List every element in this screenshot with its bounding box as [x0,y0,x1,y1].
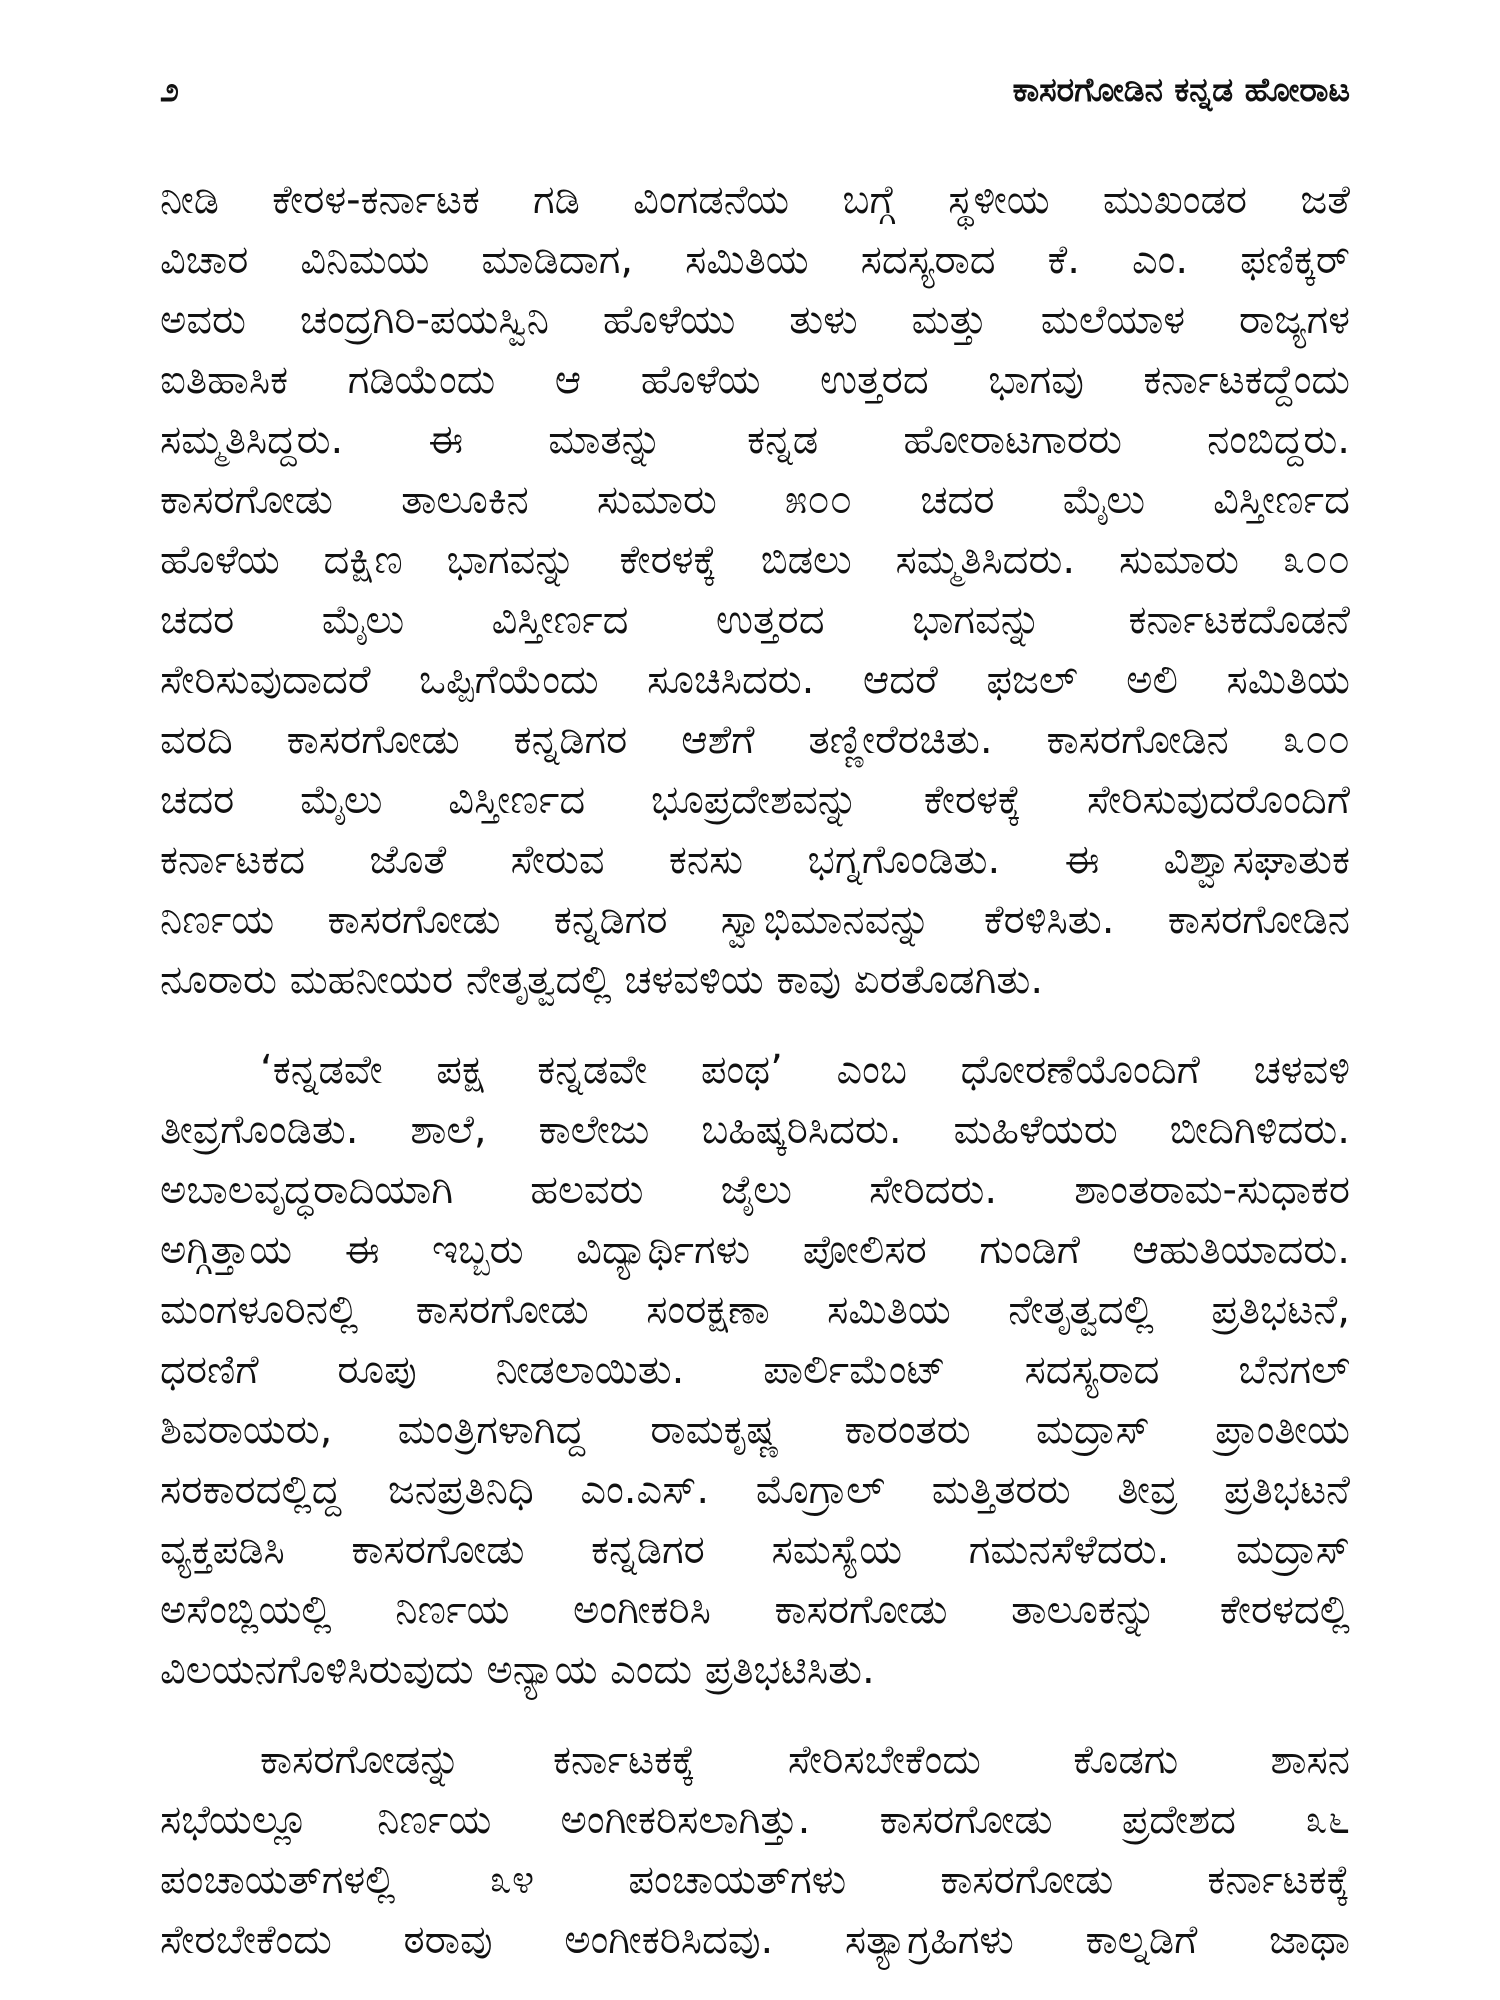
text-line: ವ್ಯಕ್ತಪಡಿಸಿ ಕಾಸರಗೋಡು ಕನ್ನಡಿಗರ ಸಮಸ್ಯೆಯ ಗಮನಸೆಳೆದರು. ಮದ್ರಾಸ್ [160,1527,1350,1573]
page-number: ೨ [160,70,180,110]
text-line: ವಿಚಾರ ವಿನಿಮಯ ಮಾಡಿದಾಗ, ಸಮಿತಿಯ ಸದಸ್ಯರಾದ ಕೆ. ಎಂ. ಫಣಿಕ್ಕರ್ [160,237,1350,283]
text-line: ಧರಣಿಗೆ ರೂಪು ನೀಡಲಾಯಿತು. ಪಾರ್ಲಿಮೆಂಟ್ ಸದಸ್ಯರಾದ ಬೆನಗಲ್ [160,1347,1350,1393]
text-line: ಪಂಚಾಯತ್‌ಗಳಲ್ಲಿ ೩೪ ಪಂಚಾಯತ್‌ಗಳು ಕಾಸರಗೋಡು ಕರ್ನಾಟಕಕ್ಕೆ [160,1857,1350,1903]
text-line: ತೀವ್ರಗೊಂಡಿತು. ಶಾಲೆ, ಕಾಲೇಜು ಬಹಿಷ್ಕರಿಸಿದರು. ಮಹಿಳೆಯರು ಬೀದಿಗಿಳಿದರು. [160,1107,1350,1153]
text-line: ‘ಕನ್ನಡವೇ ಪಕ್ಷ ಕನ್ನಡವೇ ಪಂಥ’ ಎಂಬ ಧೋರಣೆಯೊಂದಿಗೆ ಚಳವಳಿ [260,1047,1350,1093]
paragraph-3 [160,1730,1350,1970]
text-line: ಸರಕಾರದಲ್ಲಿದ್ದ ಜನಪ್ರತಿನಿಧಿ ಎಂ.ಎಸ್. ಮೊಗ್ರಾಲ್ ಮತ್ತಿತರರು ತೀವ್ರ ಪ್ರತಿಭಟನೆ [160,1467,1350,1513]
paragraph-1 [160,170,1350,1010]
text-line: ಕಾಸರಗೋಡನ್ನು ಕರ್ನಾಟಕಕ್ಕೆ ಸೇರಿಸಬೇಕೆಂದು ಕೊಡಗು ಶಾಸನ [260,1737,1350,1783]
text-line: ಸಮ್ಮತಿಸಿದ್ದರು. ಈ ಮಾತನ್ನು ಕನ್ನಡ ಹೋರಾಟಗಾರರು ನಂಬಿದ್ದರು. [160,417,1350,463]
text-line: ಅಗ್ಗಿತ್ತಾಯ ಈ ಇಬ್ಬರು ವಿದ್ಯಾರ್ಥಿಗಳು ಪೋಲಿಸರ ಗುಂಡಿಗೆ ಆಹುತಿಯಾದರು. [160,1227,1350,1273]
text-line: ಅವರು ಚಂದ್ರಗಿರಿ-ಪಯಸ್ವಿನಿ ಹೊಳೆಯು ತುಳು ಮತ್ತು ಮಲೆಯಾಳ ರಾಜ್ಯಗಳ [160,297,1350,343]
text-line: ಕಾಸರಗೋಡು ತಾಲೂಕಿನ ಸುಮಾರು ೫೦೦ ಚದರ ಮೈಲು ವಿಸ್ತೀರ್ಣದ [160,477,1350,523]
text-line: ಕರ್ನಾಟಕದ ಜೊತೆ ಸೇರುವ ಕನಸು ಭಗ್ನಗೊಂಡಿತು. ಈ ವಿಶ್ವಾಸಘಾತುಕ [160,837,1350,883]
text-line: ಶಿವರಾಯರು, ಮಂತ್ರಿಗಳಾಗಿದ್ದ ರಾಮಕೃಷ್ಣ ಕಾರಂತರು ಮದ್ರಾಸ್ ಪ್ರಾಂತೀಯ [160,1407,1350,1453]
text-line: ನಿರ್ಣಯ ಕಾಸರಗೋಡು ಕನ್ನಡಿಗರ ಸ್ವಾಭಿಮಾನವನ್ನು ಕೆರಳಿಸಿತು. ಕಾಸರಗೋಡಿನ [160,897,1350,943]
text-line: ಮಂಗಳೂರಿನಲ್ಲಿ ಕಾಸರಗೋಡು ಸಂರಕ್ಷಣಾ ಸಮಿತಿಯ ನೇತೃತ್ವದಲ್ಲಿ ಪ್ರತಿಭಟನೆ, [160,1287,1350,1333]
text-line: ಸೇರಬೇಕೆಂದು ಠರಾವು ಅಂಗೀಕರಿಸಿದವು. ಸತ್ಯಾಗ್ರಹಿಗಳು ಕಾಲ್ನಡಿಗೆ ಜಾಥಾ [160,1917,1350,1963]
body-text [160,170,1350,2000]
text-line: ಐತಿಹಾಸಿಕ ಗಡಿಯೆಂದು ಆ ಹೊಳೆಯ ಉತ್ತರದ ಭಾಗವು ಕರ್ನಾಟಕದ್ದೆಂದು [160,357,1350,403]
text-line: ಸೇರಿಸುವುದಾದರೆ ಒಪ್ಪಿಗೆಯೆಂದು ಸೂಚಿಸಿದರು. ಆದರೆ ಫಜಲ್ ಅಲಿ ಸಮಿತಿಯ [160,657,1350,703]
text-line: ಅಸೆಂಬ್ಲಿಯಲ್ಲಿ ನಿರ್ಣಯ ಅಂಗೀಕರಿಸಿ ಕಾಸರಗೋಡು ತಾಲೂಕನ್ನು ಕೇರಳದಲ್ಲಿ [160,1587,1350,1633]
text-line: ಅಬಾಲವೃದ್ಧರಾದಿಯಾಗಿ ಹಲವರು ಜೈಲು ಸೇರಿದರು. ಶಾಂತರಾಮ-ಸುಧಾಕರ [160,1167,1350,1213]
text-line: ವಿಲಯನಗೊಳಿಸಿರುವುದು ಅನ್ಯಾಯ ಎಂದು ಪ್ರತಿಭಟಿಸಿತು. [160,1647,875,1693]
text-line: ನೂರಾರು ಮಹನೀಯರ ನೇತೃತ್ವದಲ್ಲಿ ಚಳವಳಿಯ ಕಾವು ಏರತೊಡಗಿತು. [160,957,1044,1003]
running-title: ಕಾಸರಗೋಡಿನ ಕನ್ನಡ ಹೋರಾಟ [1012,70,1350,109]
text-line: ನೀಡಿ ಕೇರಳ-ಕರ್ನಾಟಕ ಗಡಿ ವಿಂಗಡನೆಯ ಬಗ್ಗೆ ಸ್ಥಳೀಯ ಮುಖಂಡರ ಜತೆ [160,177,1350,223]
text-line: ಚದರ ಮೈಲು ವಿಸ್ತೀರ್ಣದ ಉತ್ತರದ ಭಾಗವನ್ನು ಕರ್ನಾಟಕದೊಡನೆ [160,597,1350,643]
text-line: ಚದರ ಮೈಲು ವಿಸ್ತೀರ್ಣದ ಭೂಪ್ರದೇಶವನ್ನು ಕೇರಳಕ್ಕೆ ಸೇರಿಸುವುದರೊಂದಿಗೆ [160,777,1350,823]
text-line: ವರದಿ ಕಾಸರಗೋಡು ಕನ್ನಡಿಗರ ಆಶೆಗೆ ತಣ್ಣೀರೆರಚಿತು. ಕಾಸರಗೋಡಿನ ೩೦೦ [160,717,1350,763]
text-line: ಸಭೆಯಲ್ಲೂ ನಿರ್ಣಯ ಅಂಗೀಕರಿಸಲಾಗಿತ್ತು. ಕಾಸರಗೋಡು ಪ್ರದೇಶದ ೩೬ [160,1797,1350,1843]
paragraph-2 [160,1040,1350,1700]
text-line: ಹೊಳೆಯ ದಕ್ಷಿಣ ಭಾಗವನ್ನು ಕೇರಳಕ್ಕೆ ಬಿಡಲು ಸಮ್ಮತಿಸಿದರು. ಸುಮಾರು ೩೦೦ [160,537,1350,583]
page-header [160,62,1350,118]
